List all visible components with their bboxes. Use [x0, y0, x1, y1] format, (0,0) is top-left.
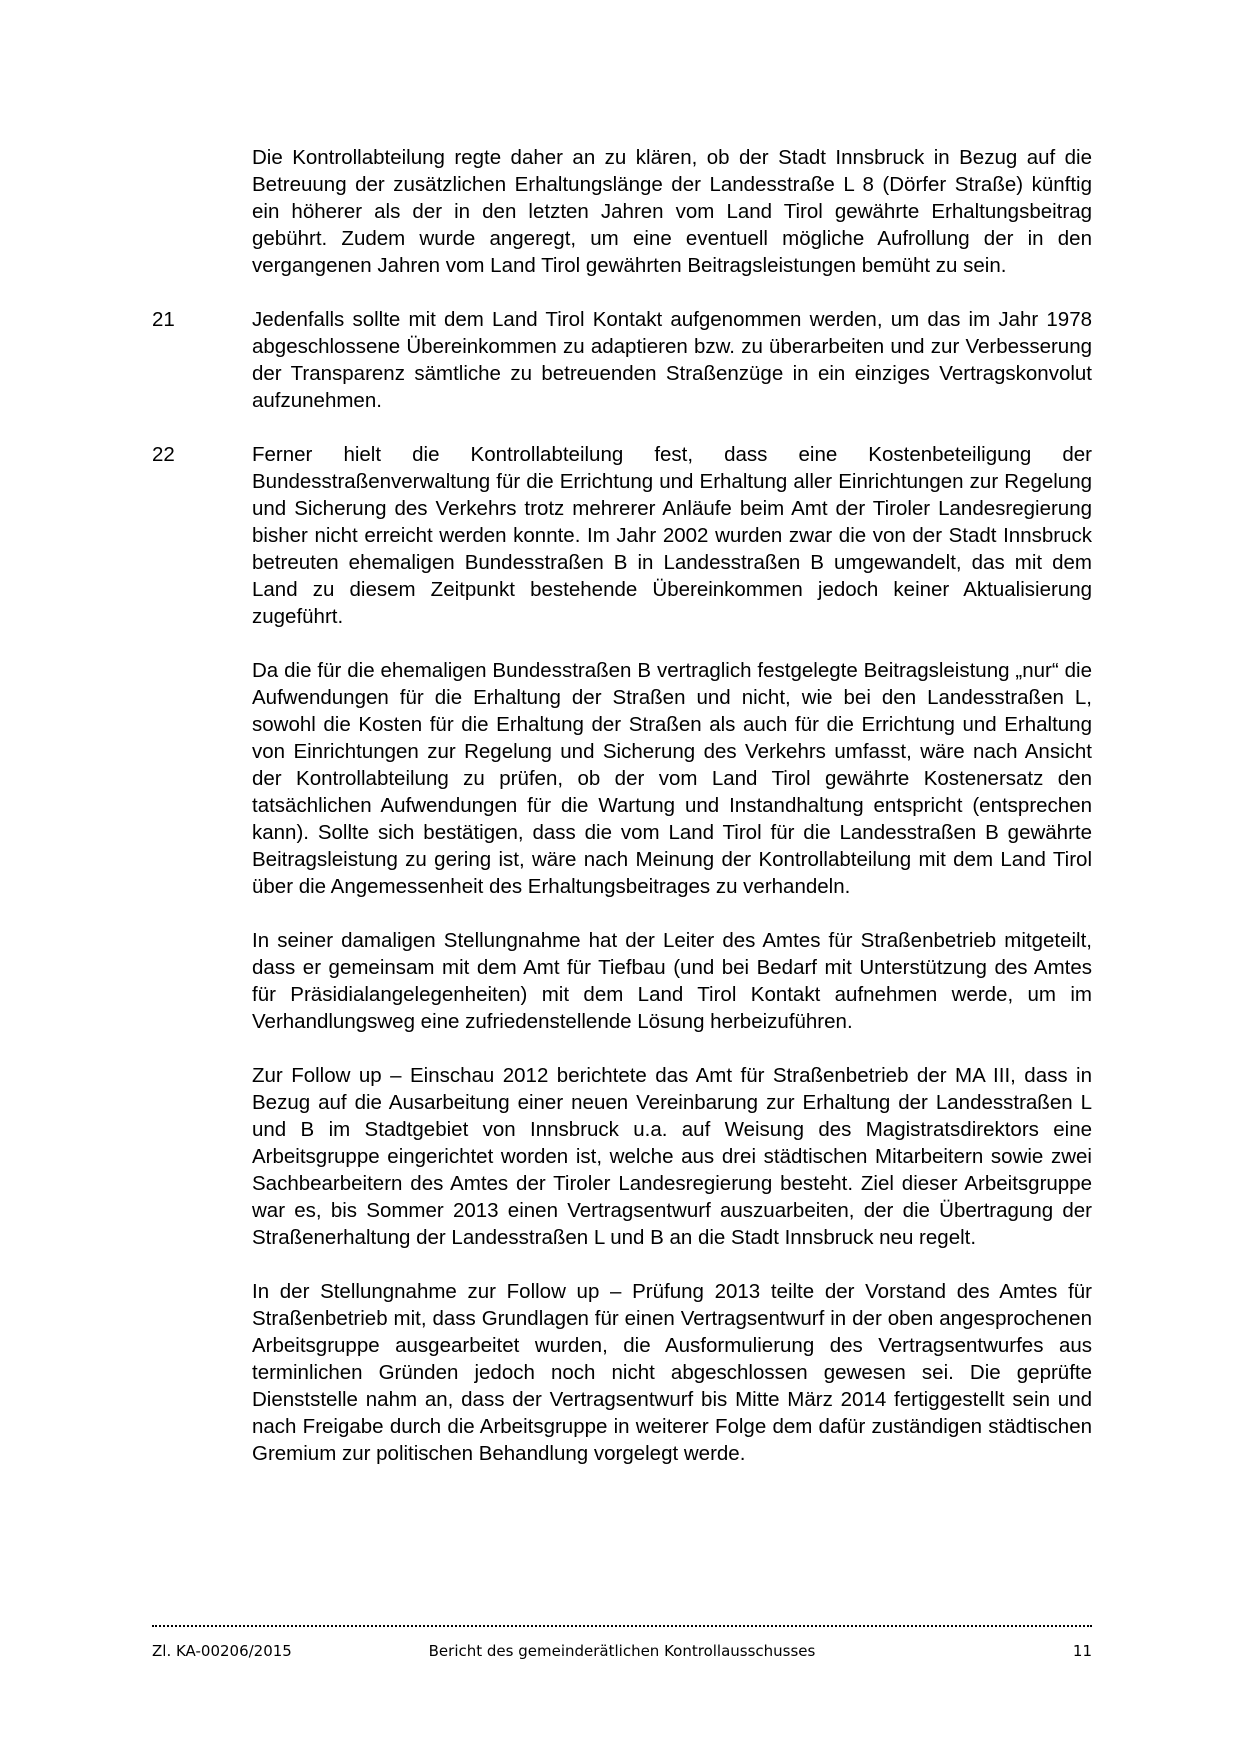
paragraph-text: In seiner damaligen Stellungnahme hat der Leiter des Amtes für Straßenbetrieb mitgeteilt, dass er gemeinsam mit dem Amt für Tiefbau (und bei Bedarf mit Unterstützung des Amtes für Präsidialangelegenheiten) mit dem Land Tirol Kontakt aufnehmen werde, um im Verhandlungsweg eine zufriedenstellende Lösung herbeizuführen. [252, 929, 1092, 1033]
paragraph-block [152, 1062, 1092, 1251]
paragraph-number [152, 657, 252, 900]
paragraph-text: Die Kontrollabteilung regte daher an zu klären, ob der Stadt Innsbruck in Bezug auf die Betreuung der zusätzlichen Erhaltungslänge der Landesstraße L 8 (Dörfer Straße) künftig ein höherer als der in den letzten Jahren vom Land Tirol gewährte Erhaltungsbeitrag gebührt. Zudem wurde angeregt, um eine eventuell mögliche Aufrollung der in den vergangenen Jahren vom Land Tirol gewährten Beitragsleistungen bemüht zu sein. [252, 146, 1092, 277]
paragraph-block [152, 657, 1092, 900]
paragraph-number [152, 927, 252, 1035]
paragraph-number [152, 144, 252, 279]
paragraph-number [152, 1278, 252, 1467]
document-body [152, 144, 1092, 1494]
paragraph-text: Zur Follow up – Einschau 2012 berichtete das Amt für Straßenbetrieb der MA III, dass in Bezug auf die Ausarbeitung einer neuen Vereinbarung zur Erhaltung der Landesstraßen L und B im Stadtgebiet von Innsbruck u.a. auf Weisung des Magistratsdirektors eine Arbeitsgruppe eingerichtet worden ist, welche aus drei städtischen Mitarbeitern sowie zwei Sachbearbeitern des Amtes der Tiroler Landesregierung besteht. Ziel dieser Arbeitsgruppe war es, bis Sommer 2013 einen Vertragsentwurf auszuarbeiten, der die Übertragung der Straßenerhaltung der Landesstraßen L und B an die Stadt Innsbruck neu regelt. [252, 1064, 1092, 1249]
footer-divider [152, 1622, 1092, 1627]
footer-row [152, 1639, 1092, 1663]
page-number: 11 [1072, 1642, 1092, 1660]
paragraph-number [152, 1062, 252, 1251]
paragraph-block [152, 441, 1092, 630]
paragraph-text: In der Stellungnahme zur Follow up – Prüfung 2013 teilte der Vorstand des Amtes für Straßenbetrieb mit, dass Grundlagen für einen Vertragsentwurf in der oben angesprochenen Arbeitsgruppe ausgearbeitet wurden, die Ausformulierung des Vertragsentwurfes aus terminlichen Gründen jedoch noch nicht abgeschlossen gewesen sei. Die geprüfte Dienststelle nahm an, dass der Vertragsentwurf bis Mitte März 2014 fertiggestellt sein und nach Freigabe durch die Arbeitsgruppe in weiterer Folge dem dafür zuständigen städtischen Gremium zur politischen Behandlung vorgelegt werde. [252, 1280, 1092, 1465]
page-footer [152, 1622, 1092, 1663]
footer-title: Bericht des gemeinderätlichen Kontrollausschusses [428, 1642, 816, 1660]
paragraph-number: 22 [152, 443, 175, 466]
paragraph-block [152, 306, 1092, 414]
paragraph-block [152, 927, 1092, 1035]
paragraph-block [152, 1278, 1092, 1467]
paragraph-text: Da die für die ehemaligen Bundesstraßen B vertraglich festgelegte Beitragsleistung „nur“ die Aufwendungen für die Erhaltung der Straßen und nicht, wie bei den Landesstraßen L, sowohl die Kosten für die Erhaltung der Straßen als auch für die Errichtung und Erhaltung von Einrichtungen zur Regelung und Sicherung des Verkehrs umfasst, wäre nach Ansicht der Kontrollabteilung zu prüfen, ob der vom Land Tirol gewährte Kostenersatz den tatsächlichen Aufwendungen für die Wartung und Instandhaltung entspricht (entsprechen kann). Sollte sich bestätigen, dass die vom Land Tirol für die Landesstraßen B gewährte Beitragsleistung zu gering ist, wäre nach Meinung der Kontrollabteilung mit dem Land Tirol über die Angemessenheit des Erhaltungsbeitrages zu verhandeln. [252, 659, 1092, 898]
paragraph-text: Jedenfalls sollte mit dem Land Tirol Kontakt aufgenommen werden, um das im Jahr 1978 abgeschlossene Übereinkommen zu adaptieren bzw. zu überarbeiten und zur Verbesserung der Transparenz sämtliche zu betreuenden Straßenzüge in ein einziges Vertragskonvolut aufzunehmen. [252, 308, 1092, 412]
paragraph-number: 21 [152, 308, 175, 331]
footer-reference: Zl. KA-00206/2015 [152, 1642, 292, 1660]
paragraph-text: Ferner hielt die Kontrollabteilung fest, dass eine Kostenbeteiligung der Bundesstraßenverwaltung für die Errichtung und Erhaltung aller Einrichtungen zur Regelung und Sicherung des Verkehrs trotz mehrerer Anläufe beim Amt der Tiroler Landesregierung bisher nicht erreicht werden konnte. Im Jahr 2002 wurden zwar die von der Stadt Innsbruck betreuten ehemaligen Bundesstraßen B in Landesstraßen B umgewandelt, das mit dem Land zu diesem Zeitpunkt bestehende Übereinkommen jedoch keiner Aktualisierung zugeführt. [252, 443, 1092, 628]
paragraph-block [152, 144, 1092, 279]
